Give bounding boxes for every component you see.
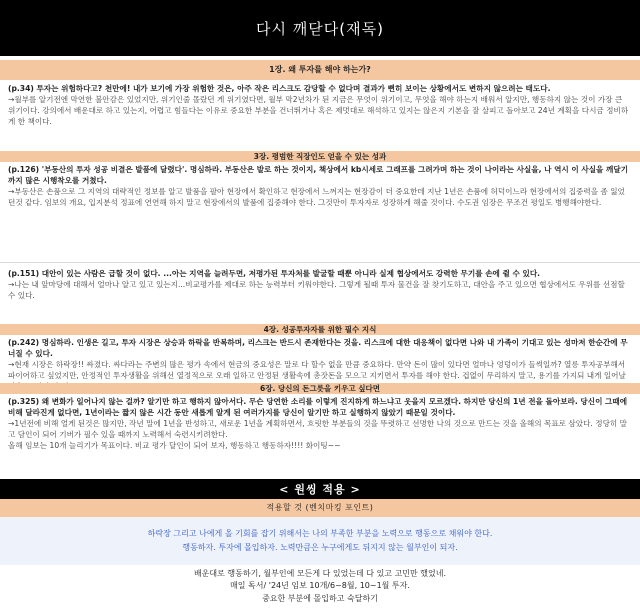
chapter3-header: 3장. 평범한 직장인도 얻을 수 있는 성과: [0, 151, 640, 162]
chapter3-answer1: →부동산은 손품으로 그 지역의 대략적인 정보를 알고 발품을 팔아 현장에서 확인하고 현장에서 느껴지는 현장감이 더 중요한데 지난 1년은 손품에 허덕이느라 현장에서의 집중력을 좀 잃었던것 같다. 임보의 개요, 입지분석 정표에 연연해 하지 말고 현장에서의 발품에 집중해야 한다. 그것만이 투자자로 성장하게 해줄 것이다. 수도권 임장은 무조건 평일도 병행해야한다.: [8, 187, 625, 207]
chapter4-quote: (p.242) 명심하라. 인생은 길고, 투자 시장은 상승과 하락을 반복하며, 리스크는 반드시 존재한다는 것을. 리스크에 대한 대응책이 없다면 나와 내 가족이 기대고 있는 성마저 한순간에 무너질 수 있다.: [8, 338, 628, 358]
chapter6-quote: (p.325) 왜 변화가 일어나지 않는 걸까? 알기만 하고 행하지 않아서다. 무슨 당연한 소리를 이렇게 진지하게 하느냐고 웃을지 모르겠다. 하지만 당신의 1년 전을 돌아보라. 당신이 그때에 비해 달라진게 없다면, 1년이라는 짧지 않은 시간 동안 새롭게 알게 된 여러가지를 당신이 알기만 하고 실행하지 않았기 때문일 것이다.: [8, 397, 628, 417]
apply-subtitle: 적용할 것 (벤치마킹 포인트): [0, 499, 640, 517]
chapter6-block: [8, 396, 632, 451]
apply-line2: 행동하자. 투자에 몰입하자. 노력만큼은 누구에게도 뒤지지 않는 월부인이 되자.: [182, 543, 458, 552]
chapter3-block2: [8, 268, 632, 301]
chapter1-header: 1장. 왜 투자를 해야 하는가?: [0, 60, 640, 80]
page-title: 다시 깨닫다(재독): [256, 19, 384, 38]
apply-title-bar: [0, 479, 640, 499]
chapter4-answer: →현재 시장은 하락장!! 싸졌다. 싸다라는 주변의 많은 평가 속에서 현금의 중요성은 말로 다 할수 없을 만큼 중요하다. 만약 돈이 많이 있다면 얼마나 엉덩이가 들썩일까? 열릉 투자공부해서 파이어하고 싶었지만, 안정적인 투자생활을 위해선 열정적으로 오래 일하고 안정된 생활속에 총잣돈을 모으고 지키면서 투자를 해야 한다. 겁없이 무리하지 말고, 용기를 가지되 내게 일어날: [8, 360, 626, 380]
chapter1-answer: →월부를 알기전엔 막연한 불안감은 있었지만, 위기인줄 몰랐던 게 위기였다면, 월부 막2년차가 된 지금은 무엇이 위기이고, 무엇을 해야 하는지 배워서 알지만, 행동하지 않는 것이 가장 큰 위기이다. 강의에서 배운대로 하고 있는지, 어렵고 힘들다는 이유로 중요한 부분을 건너뛰거나 혹은 제멋대로 해석하고 있지는 않은지 기본을 잘 살피고 돌아보고 24년 계획을 다시금 정비하게 한 책이다.: [8, 95, 629, 126]
chapter1-block: [8, 83, 632, 127]
chapter3-answer2: →나는 내 앞마당에 대해서 얼마나 알고 있고 있는지...비교평가를 제대로 하는 능력부터 키워야한다. 그렇게 될때 투자 물건을 잘 찾기도하고, 대안을 주고 있으면 협상에서도 우위를 선점할 수 있다.: [8, 280, 625, 300]
chapter6-answer2: 올해 임보는 10개 늘리기가 목표이다. 비교 평가 달인이 되어 보자, 행동하고 행동하자!!!! 화이팅~~: [8, 441, 341, 450]
footer-line3: 중요한 부분에 몰입하고 숙달하기: [262, 593, 378, 603]
chapter1-quote: (p.34) 투자는 위험하다고? 천만에! 내가 보기에 가장 위험한 것은, 아주 작은 리스크도 감당할 수 없다며 결과가 뻔히 보이는 상황에서도 변하지 않으려는 태도다.: [8, 84, 551, 93]
chapter6-header: 6장. 당신의 돈그릇을 키우고 싶다면: [0, 383, 640, 394]
apply-title: < 원씽 적용 >: [279, 483, 361, 496]
chapter3-block1: [8, 164, 632, 208]
chapter6-answer: →1년전에 비해 얼게 된것은 많지만, 작년 말에 1년을 반성하고, 새로운 1년을 계획하면서, 흐릿한 부분들의 것을 뚜렷하고 선명한 나의 것으로 만드는 것을 올해의 목표로 삼았다. 정당히 말고 담인이 되어 기버가 필수 있을 때까지 노력해서 숙련시키려한다.: [8, 419, 628, 439]
divider: [0, 262, 640, 263]
title-bar: [0, 0, 640, 56]
chapter3-quote1: (p.126) '부동산의 투자 성공 비결은 발품에 달렸다'. 명심하라. 부동산은 발로 하는 것이지, 책상에서 kb시세로 그래프를 그려가며 하는 것이 나이라는 사실을, 나 역시 이 사실을 깨달기까지 많은 시행착오를 거쳤다.: [8, 165, 629, 185]
footer-line1: 배운대로 행동하기, 월부인에 모든게 다 있었는데 다 있고 고민만 했었네.: [193, 569, 447, 578]
chapter4-header: 4장. 성공투자자를 위한 필수 지식: [0, 324, 640, 335]
footer-line2: 매일 독서/ '24년 임보 10개/6~8월, 10~1월 투자.: [230, 581, 410, 591]
apply-box: [0, 517, 640, 565]
footer: [0, 568, 640, 605]
chapter3-quote2: (p.151) 대안이 있는 사람은 급할 것이 없다. ...아는 지역을 늘려두면, 저평가된 투자처를 발굴할 때뿐 아니라 실제 협상에서도 강력한 무기를 손에 쥘 수 있다.: [8, 269, 541, 278]
apply-line1: 하락장 그리고 나에게 올 기회를 잡기 위해서는 나의 부족한 부분을 노력으로 행동으로 채워야 한다.: [147, 529, 493, 539]
